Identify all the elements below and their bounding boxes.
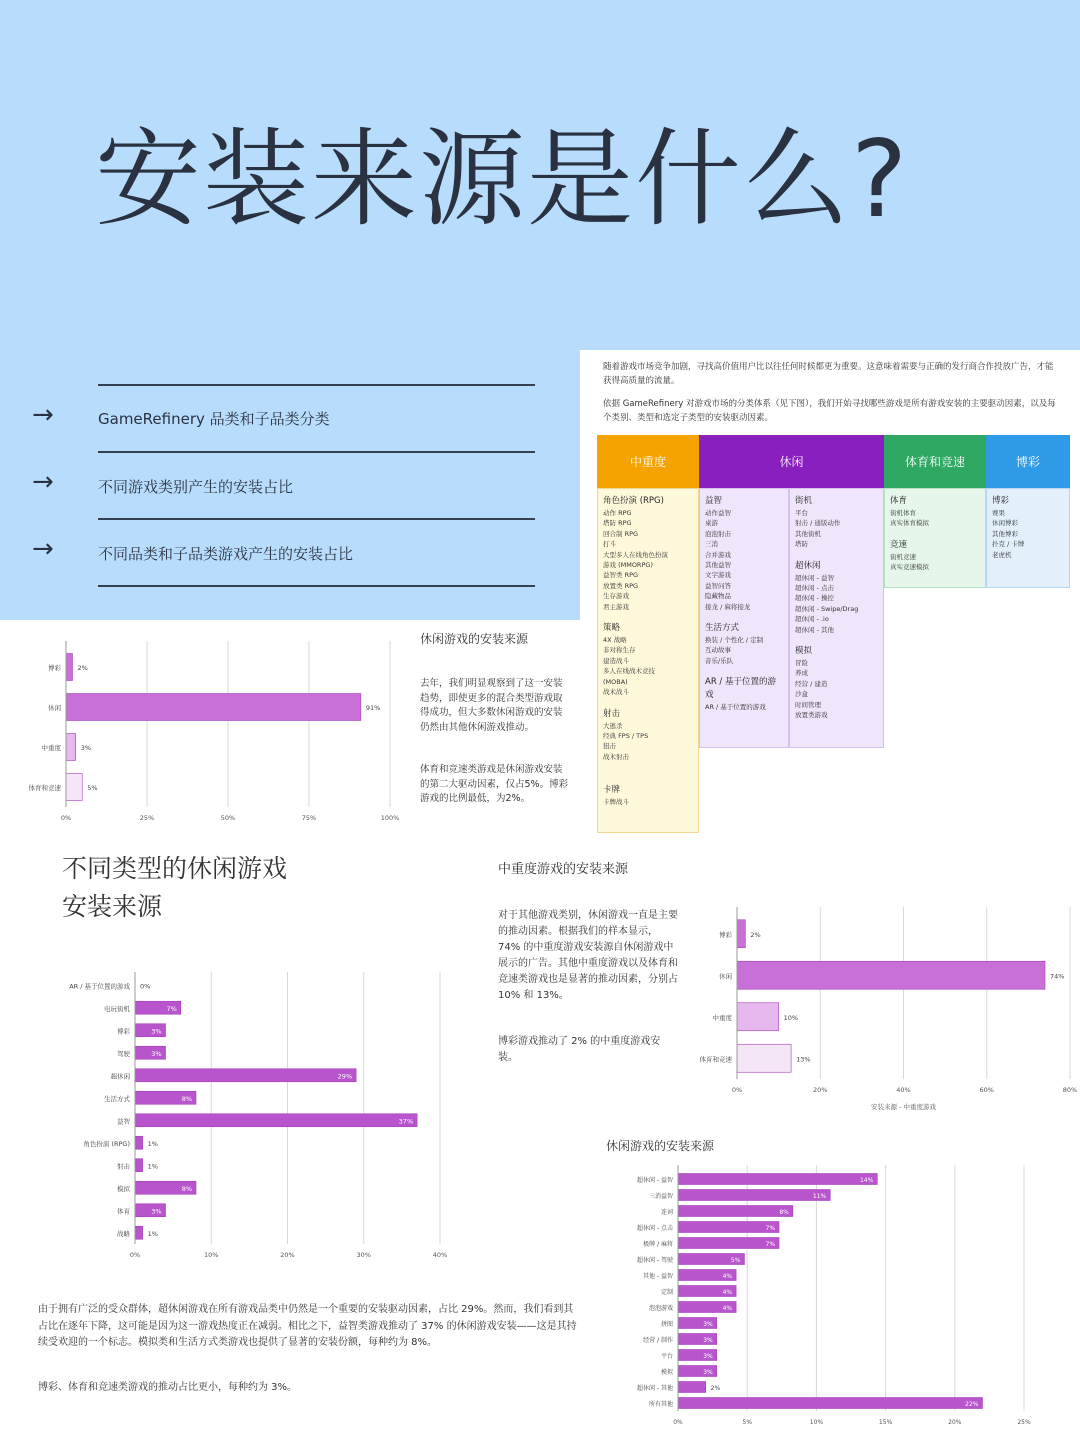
genre-title: 超休闲 xyxy=(795,560,821,571)
value-label: 4% xyxy=(722,1273,733,1280)
bar xyxy=(66,694,361,721)
category-label: AR / 基于位置的游戏 xyxy=(69,982,130,991)
tick-label: 25% xyxy=(1017,1419,1031,1426)
subgenre-item: AR / 基于位置的游戏 xyxy=(705,703,766,712)
subgenre-item: 泡泡射击 xyxy=(705,529,731,538)
section-paragraph: 去年，我们明显观察到了这一安装趋势，即使更多的混合类型游戏取得成功，但大多数休闲游戏的安装仍然由其他休闲游戏推动。 xyxy=(420,678,563,733)
subgenre-item: 隐藏物品 xyxy=(705,592,731,601)
arrow-right-icon: → xyxy=(32,467,54,497)
value-label: 3% xyxy=(703,1337,713,1344)
section-heading: 中重度游戏的安装来源 xyxy=(498,862,629,877)
subgenre-item: 大逃杀 xyxy=(603,721,623,730)
category-label: 角色扮演 (RPG) xyxy=(83,1139,130,1148)
category-label: 体育和竞速 xyxy=(28,784,61,792)
bar xyxy=(737,920,745,948)
toc-item[interactable]: 不同品类和子品类游戏产生的安装占比 xyxy=(98,545,354,563)
subgenre-item: 塔防 xyxy=(795,540,808,549)
tick-label: 0% xyxy=(673,1419,683,1426)
value-label: 74% xyxy=(1050,972,1065,981)
genre-title: AR / 基于位置的游戏 xyxy=(705,677,776,701)
category-label: 射击 xyxy=(117,1162,130,1171)
subgenre-item: 动作 RPG xyxy=(603,509,632,517)
subgenre-item: 其他博彩 xyxy=(992,529,1018,538)
tick-label: 15% xyxy=(878,1419,893,1426)
category-label: 连词 xyxy=(660,1209,673,1216)
arrow-right-icon: → xyxy=(32,534,54,564)
value-label: 2% xyxy=(750,930,761,939)
genre-title: 体育 xyxy=(890,496,908,506)
subgenre-item: 扑克 / 卡牌 xyxy=(992,540,1025,549)
subgenre-list xyxy=(992,508,1064,560)
value-label: 4% xyxy=(722,1289,733,1296)
value-label: 22% xyxy=(965,1401,979,1408)
subgenre-item: 合并游戏 xyxy=(705,550,731,559)
tick-label: 75% xyxy=(301,814,317,822)
value-label: 3% xyxy=(151,1027,162,1036)
taxonomy-column-casual-left xyxy=(699,488,789,748)
section-heading: 安装来源 xyxy=(62,892,163,921)
casual-install-source-chart xyxy=(0,625,415,830)
page-title: 安装来源是什么? xyxy=(95,118,910,241)
value-label: 0% xyxy=(140,982,151,991)
subgenre-item: 卡牌战斗 xyxy=(603,798,629,807)
tick-label: 30% xyxy=(356,1251,371,1259)
bar xyxy=(135,1226,143,1239)
subgenre-item: 战术射击 xyxy=(603,752,629,761)
subgenre-item: 超休闲 - 益智 xyxy=(795,573,834,582)
tick-label: 20% xyxy=(948,1419,962,1426)
tick-label: 0% xyxy=(731,1086,743,1094)
value-label: 3% xyxy=(703,1369,713,1376)
category-label: 定制 xyxy=(660,1289,673,1296)
subgenre-item: 回合制 RPG xyxy=(603,529,639,538)
subgenre-list xyxy=(603,721,693,763)
category-label: 拼图 xyxy=(660,1321,673,1328)
tick-label: 80% xyxy=(1062,1086,1078,1094)
value-label: 29% xyxy=(337,1072,353,1081)
category-label: 极牌 / 麻将 xyxy=(643,1241,673,1248)
subgenre-item: 桌游 xyxy=(705,519,718,528)
category-label: 博彩 xyxy=(117,1027,130,1036)
x-axis-label: 安装来源 - 中重度游戏 xyxy=(871,1103,936,1111)
subgenre-item: 冒险 xyxy=(795,659,808,668)
category-label: 驾驶 xyxy=(117,1049,130,1058)
category-label: 平台 xyxy=(660,1353,673,1360)
arrow-right-icon: → xyxy=(32,400,54,430)
subgenre-item: 其他益智 xyxy=(705,561,731,570)
toc-item[interactable]: 不同游戏类别产生的安装占比 xyxy=(98,478,294,496)
subgenre-item: 益智问答 xyxy=(705,581,731,590)
value-label: 2% xyxy=(77,664,88,672)
subgenre-item: 多人在线战术竞技 xyxy=(603,667,655,676)
toc-divider xyxy=(98,518,535,520)
category-label: 休闲 xyxy=(719,972,732,981)
section-paragraph: 博彩游戏推动了 2% 的中重度游戏安装。 xyxy=(498,1036,661,1063)
value-label: 3% xyxy=(80,744,92,752)
tick-label: 10% xyxy=(204,1251,219,1259)
subgenre-list xyxy=(603,508,693,612)
category-label: 博彩 xyxy=(48,664,61,672)
subgenre-item: 4X 战略 xyxy=(603,636,627,645)
tick-label: 40% xyxy=(896,1086,911,1094)
subgenre-item: 养成 xyxy=(795,669,808,678)
subgenre-item: 超休闲 - 点击 xyxy=(795,584,834,593)
subgenre-list xyxy=(705,635,783,666)
value-label: 1% xyxy=(147,1229,158,1238)
subgenre-item: 大型多人在线角色扮演 xyxy=(603,550,668,559)
category-label: 中重度 xyxy=(712,1013,732,1022)
genre-title: 策略 xyxy=(603,623,621,634)
bar xyxy=(135,1136,143,1149)
value-label: 13% xyxy=(796,1055,811,1064)
category-label: 战略 xyxy=(117,1229,130,1238)
subgenre-list xyxy=(603,797,693,807)
tick-label: 0% xyxy=(60,814,72,822)
toc-divider xyxy=(98,451,535,453)
subgenre-list xyxy=(705,702,783,712)
genre-title: 卡牌 xyxy=(603,785,621,796)
value-label: 4% xyxy=(722,1305,733,1312)
intro-paragraph: 随着游戏市场竞争加剧，寻找高价值用户比以往任何时候都更为重要。这意味着需要与正确的发行商合作投放广告，才能获得高质量的流量。 xyxy=(603,362,1054,386)
value-label: 10% xyxy=(783,1013,799,1022)
genre-title: 竞速 xyxy=(890,539,908,550)
subgenre-list xyxy=(795,573,878,635)
value-label: 7% xyxy=(765,1241,776,1248)
genre-title: 射击 xyxy=(603,708,621,719)
subgenre-item: 换装 / 个性化 / 定制 xyxy=(705,636,764,645)
subgenre-item: 放置类游戏 xyxy=(795,711,828,720)
category-label: 模拟 xyxy=(117,1184,130,1193)
value-label: 8% xyxy=(779,1209,789,1216)
subgenre-item: 塔防 RPG xyxy=(603,519,632,528)
genre-title: 博彩 xyxy=(992,496,1010,506)
subgenre-list xyxy=(795,658,878,720)
subgenre-item: 超休闲 - 其他 xyxy=(795,625,834,634)
subgenre-item: 君主游戏 xyxy=(603,602,629,611)
subgenre-item: 三消 xyxy=(705,540,718,549)
subgenre-list xyxy=(890,508,980,529)
subgenre-item: 益智类 RPG xyxy=(603,571,639,580)
category-label: 所有其他 xyxy=(648,1401,673,1408)
subgenre-item: 非对称生存 xyxy=(603,646,636,655)
category-label: 模拟 xyxy=(660,1369,673,1376)
subgenre-item: 时间管理 xyxy=(795,700,821,709)
value-label: 3% xyxy=(703,1321,713,1328)
category-label: 超休闲 - 驾驶 xyxy=(637,1257,673,1264)
subgenre-item: 文字游戏 xyxy=(705,571,731,580)
subgenre-list xyxy=(603,635,693,697)
taxonomy-column-midcore xyxy=(597,488,699,833)
value-label: 14% xyxy=(859,1177,874,1184)
tick-label: 50% xyxy=(220,814,236,822)
bar xyxy=(135,1159,143,1172)
tick-label: 100% xyxy=(380,814,400,822)
value-label: 1% xyxy=(147,1162,158,1171)
bar xyxy=(737,1044,791,1072)
category-label: 超休闲 - 益智 xyxy=(637,1177,673,1184)
tick-label: 20% xyxy=(813,1086,828,1094)
bar xyxy=(135,1069,356,1082)
subgenre-item: 超休闲 - 操控 xyxy=(795,594,834,603)
bar xyxy=(66,654,72,681)
subgenre-item: 平台 xyxy=(795,509,808,517)
category-label: 电玩街机 xyxy=(104,1004,130,1013)
value-label: 91% xyxy=(365,704,381,712)
value-label: 5% xyxy=(87,784,98,792)
category-label: 益智 xyxy=(117,1117,130,1126)
value-label: 7% xyxy=(765,1225,776,1232)
genre-title: 街机 xyxy=(795,496,813,506)
subgenre-item: 超休闲 - .io xyxy=(795,615,829,624)
tick-label: 10% xyxy=(809,1419,824,1426)
section-paragraph: 体育和竞速类游戏是休闲游戏安装的第二大驱动因素，仅占5%。博彩游戏的比例最低，为2%。 xyxy=(420,764,569,804)
category-header-midcore: 中重度 xyxy=(597,435,699,488)
subgenre-item: 超休闲 - Swipe/Drag xyxy=(795,604,859,613)
genre-title: 生活方式 xyxy=(705,623,740,634)
value-label: 11% xyxy=(812,1193,827,1200)
subgenre-list xyxy=(890,552,980,573)
category-label: 中重度 xyxy=(41,744,61,752)
casual-type-install-chart xyxy=(0,972,470,1262)
subgenre-item: 游戏 (MMORPG) xyxy=(603,561,653,570)
section-paragraph: 对于其他游戏类别，休闲游戏一直是主要的推动因素。根据我们的样本显示，74% 的中重度游戏安装源自休闲游戏中展示的广告。其他中重度游戏以及体育和竞速类游戏也是显著的推动因素，分别占 10% 和 13%。 xyxy=(498,910,678,1001)
subgenre-item: 互动故事 xyxy=(705,646,731,655)
toc-divider xyxy=(98,585,535,587)
casual-subgenre-install-chart xyxy=(600,1165,1070,1430)
subgenre-item: 其他街机 xyxy=(795,529,821,538)
category-header-sports: 体育和竞速 xyxy=(884,435,986,488)
subgenre-item: 真实竞速模拟 xyxy=(890,563,929,572)
category-label: 泡泡游戏 xyxy=(648,1305,673,1312)
section-paragraph: 由于拥有广泛的受众群体，超休闲游戏在所有游戏品类中仍然是一个重要的安装驱动因素，占比 29%。然而，我们看到其占比在逐年下降，这可能是因为这一游戏热度正在减弱。相比之下，益智类游戏推动了 37% 的休闲游戏安装——这是其持续受欢迎的一个标志。模拟类和生活方式类游戏也提供了显著的安装份额，每种约为 8%。 xyxy=(38,1304,577,1348)
tick-label: 5% xyxy=(742,1419,752,1426)
value-label: 2% xyxy=(710,1385,721,1392)
category-label: 超休闲 - 点击 xyxy=(637,1225,673,1232)
subgenre-item: 打斗 xyxy=(603,540,616,549)
subgenre-item: 沙盒 xyxy=(795,690,808,699)
bar xyxy=(678,1238,779,1249)
tick-label: 40% xyxy=(432,1251,448,1259)
bar xyxy=(678,1222,779,1233)
category-label: 休闲 xyxy=(48,704,61,712)
bar xyxy=(737,961,1045,989)
category-label: 体育和竞速 xyxy=(699,1055,732,1064)
section-heading: 不同类型的休闲游戏 xyxy=(62,854,288,883)
tick-label: 60% xyxy=(979,1086,994,1094)
genre-title: 模拟 xyxy=(795,646,813,657)
tick-label: 20% xyxy=(280,1251,295,1259)
taxonomy-column-casino xyxy=(986,488,1070,588)
subgenre-item: (MOBA) xyxy=(603,677,628,686)
category-header-casino: 博彩 xyxy=(986,435,1070,488)
value-label: 8% xyxy=(181,1184,192,1193)
bar xyxy=(678,1174,877,1185)
category-label: 三消益智 xyxy=(648,1193,673,1200)
bar xyxy=(66,734,76,761)
bar xyxy=(737,1003,779,1031)
bar xyxy=(678,1190,830,1201)
taxonomy-column-sports xyxy=(884,488,986,588)
subgenre-item: 接龙 / 麻将接龙 xyxy=(705,602,751,611)
value-label: 37% xyxy=(398,1117,414,1126)
value-label: 3% xyxy=(703,1353,713,1360)
subgenre-item: 战术战斗 xyxy=(603,688,629,697)
subgenre-list xyxy=(795,508,878,550)
taxonomy-column-casual-right xyxy=(789,488,884,748)
section-heading: 休闲游戏的安装来源 xyxy=(420,632,529,646)
subgenre-item: 经营 / 建造 xyxy=(795,679,828,688)
subgenre-item: 射击 / 通版动作 xyxy=(795,519,841,528)
subgenre-item: 老虎机 xyxy=(992,550,1012,559)
value-label: 3% xyxy=(151,1049,162,1058)
subgenre-item: 真实体育模拟 xyxy=(890,519,929,528)
midcore-install-source-chart xyxy=(690,905,1080,1130)
bar xyxy=(678,1398,982,1409)
category-label: 超休闲 - 其他 xyxy=(637,1385,673,1392)
section-paragraph: 博彩、体育和竞速类游戏的推动占比更小，每种约为 3%。 xyxy=(38,1382,298,1393)
bar xyxy=(66,774,82,801)
category-header-casual: 休闲 xyxy=(699,435,884,488)
category-label: 博彩 xyxy=(719,930,732,939)
subgenre-item: 放置类 RPG xyxy=(603,581,639,590)
subgenre-item: 经典 FPS / TPS xyxy=(603,731,649,740)
toc-divider xyxy=(98,384,535,386)
toc-item[interactable]: GameRefinery 品类和子品类分类 xyxy=(98,410,330,428)
subgenre-item: 音乐/乐队 xyxy=(705,656,734,665)
tick-label: 0% xyxy=(129,1251,141,1259)
subgenre-item: 街机体育 xyxy=(890,509,916,517)
category-label: 经营 / 制作 xyxy=(643,1337,673,1344)
subgenre-item: 动作益智 xyxy=(705,509,731,517)
genre-title: 角色扮演 (RPG) xyxy=(603,496,664,506)
category-label: 其他 - 益智 xyxy=(643,1273,673,1280)
genre-title: 益智 xyxy=(705,496,723,506)
value-label: 7% xyxy=(166,1004,177,1013)
value-label: 8% xyxy=(181,1094,192,1103)
bar xyxy=(678,1206,793,1217)
subgenre-item: 休闲博彩 xyxy=(992,519,1018,528)
bar xyxy=(135,1114,417,1127)
intro-paragraph: 依据 GameRefinery 对游戏市场的分类体系（见下图），我们开始寻找哪些游戏是所有游戏安装的主要驱动因素，以及每个类别、类型和选定子类型的安装驱动因素。 xyxy=(603,399,1056,423)
tick-label: 25% xyxy=(139,814,155,822)
category-label: 生活方式 xyxy=(104,1094,130,1103)
category-label: 体育 xyxy=(117,1207,130,1216)
section-heading: 休闲游戏的安装来源 xyxy=(606,1139,715,1153)
value-label: 3% xyxy=(151,1207,162,1216)
subgenre-item: 赛果 xyxy=(992,509,1005,517)
subgenre-item: 狙击 xyxy=(603,742,616,751)
value-label: 1% xyxy=(147,1139,158,1148)
category-label: 超休闲 xyxy=(110,1072,130,1081)
subgenre-item: 生存游戏 xyxy=(603,592,629,601)
value-label: 5% xyxy=(730,1257,741,1264)
subgenre-list xyxy=(705,508,783,612)
subgenre-item: 建造战斗 xyxy=(603,656,629,665)
subgenre-item: 街机竞速 xyxy=(890,552,916,561)
bar xyxy=(678,1382,706,1393)
